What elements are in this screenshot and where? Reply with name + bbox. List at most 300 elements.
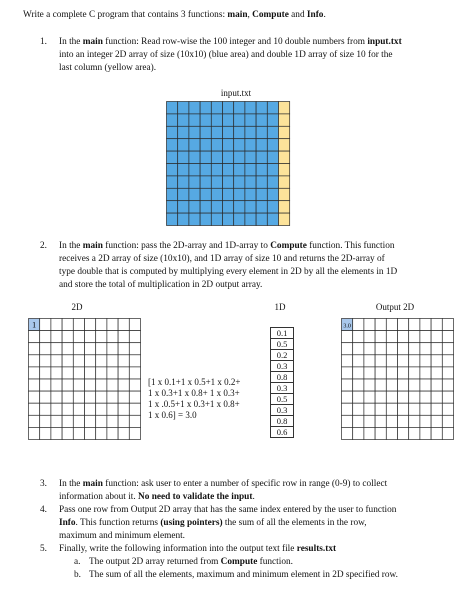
grid-2d-cell: [29, 427, 40, 439]
grid-output-2d-cell: [442, 331, 453, 343]
grid-output-2d-cell: [442, 391, 453, 403]
grid-2d-cell: [96, 355, 107, 367]
grid-output-2d-cell: [398, 367, 409, 379]
grid-2d: [28, 318, 142, 441]
label-output-2d: Output 2D: [375, 302, 415, 312]
input-grid-blue-cell: [211, 139, 222, 151]
grid-output-2d-cell: [398, 331, 409, 343]
grid-2d-cell: [118, 391, 129, 403]
formula-line-1: [1 x 0.1+1 x 0.5+1 x 0.2+: [148, 377, 241, 387]
input-grid-blue-cell: [189, 114, 200, 126]
grid-output-2d-cell: [364, 367, 375, 379]
grid-output-2d-cell: [431, 415, 442, 427]
input-grid-blue-cell: [234, 213, 245, 225]
input-grid-blue-cell: [256, 176, 267, 188]
grid-2d-cell: [73, 355, 84, 367]
grid-2d-cell: [129, 415, 140, 427]
grid-2d-cell: [29, 367, 40, 379]
grid-2d-cell: [107, 379, 118, 391]
grid-output-2d-cell: [442, 427, 453, 439]
grid-2d-cell: [85, 355, 96, 367]
grid-2d-cell: [118, 343, 129, 355]
input-grid-blue-cell: [211, 126, 222, 138]
input-grid-blue-cell: [167, 102, 178, 114]
grid-output-2d-cell: [442, 355, 453, 367]
grid-2d-cell: [107, 343, 118, 355]
grid-output-2d-cell: [375, 331, 386, 343]
grid-2d-cell: [118, 415, 129, 427]
grid-output-2d-cell: [342, 367, 353, 379]
item-1-line-3: last column (yellow area).: [59, 63, 157, 73]
input-grid-blue-cell: [223, 176, 234, 188]
grid-output-2d-cell: [386, 331, 397, 343]
input-grid-blue-cell: [256, 188, 267, 200]
input-grid-blue-cell: [200, 201, 211, 213]
input-grid-blue-cell: [245, 126, 256, 138]
grid-2d-cell: [40, 415, 51, 427]
grid-output-2d-svg: [341, 318, 455, 441]
grid-2d-cell: [107, 391, 118, 403]
input-grid-yellow-cell: [279, 164, 290, 176]
input-grid-blue-cell: [223, 126, 234, 138]
grid-output-2d-cell: [386, 355, 397, 367]
item-5-line-1: Finally, write the following information into the output text file results.txt: [59, 544, 337, 554]
input-grid-blue-cell: [189, 102, 200, 114]
grid-output-2d-cell: [375, 355, 386, 367]
input-grid-blue-cell: [234, 126, 245, 138]
input-grid-blue-cell: [256, 151, 267, 163]
item-5b-text: The sum of all the elements, maximum and minimum element in 2D specified row.: [89, 570, 398, 580]
item-4-number: 4.: [40, 505, 47, 515]
grid-output-2d-cell: [364, 391, 375, 403]
grid-output-2d-cell: [420, 379, 431, 391]
grid-output-2d-cell: [353, 427, 364, 439]
input-grid-blue-cell: [189, 176, 200, 188]
grid-output-2d-cell: [375, 427, 386, 439]
intro-text: Write a complete C program that contains 3 functions: main, Compute and Info.: [23, 10, 326, 20]
grid-output-2d-cell: [386, 367, 397, 379]
item-3-line-1: In the main function: ask user to enter a number of specific row in range (0-9) to collect: [59, 479, 388, 489]
grid-output-2d-cell: [442, 415, 453, 427]
input-grid-blue-cell: [189, 126, 200, 138]
input-grid-blue-cell: [178, 176, 189, 188]
grid-output-2d-cell: [398, 403, 409, 415]
grid-output-2d-cell: [431, 367, 442, 379]
grid-output-2d-cell: [342, 343, 353, 355]
grid-2d-cell: [62, 343, 73, 355]
grid-output-2d-cell: [409, 331, 420, 343]
grid-output-2d-cell: [442, 343, 453, 355]
input-grid-blue-cell: [223, 114, 234, 126]
grid-output-2d-cell: [431, 391, 442, 403]
input-grid-yellow-cell: [279, 176, 290, 188]
input-grid-blue-cell: [267, 176, 278, 188]
grid-2d-cell: [29, 355, 40, 367]
grid-output-2d-cell: [386, 343, 397, 355]
input-grid-blue-cell: [200, 139, 211, 151]
grid-output-2d-cell: [420, 415, 431, 427]
item-2-line-3: type double that is computed by multiplying every element in 2D by all the elements in 1D: [59, 267, 398, 277]
grid-2d-cell: [62, 415, 73, 427]
grid-output-2d-cell: [364, 427, 375, 439]
input-grid-caption: input.txt: [220, 88, 252, 98]
grid-output-2d-cell: [386, 379, 397, 391]
grid-2d-cell: [85, 427, 96, 439]
input-grid-yellow-cell: [279, 139, 290, 151]
grid-2d-cell: [51, 391, 62, 403]
grid-2d-cell: [96, 403, 107, 415]
grid-2d-cell: [96, 415, 107, 427]
input-grid-blue-cell: [178, 139, 189, 151]
input-grid-blue-cell: [234, 201, 245, 213]
grid-output-2d-cell: [420, 343, 431, 355]
grid-2d-cell: [40, 355, 51, 367]
grid-output-2d-cell: [353, 331, 364, 343]
input-grid-blue-cell: [256, 213, 267, 225]
item-4-line-3: maximum and minimum element.: [59, 531, 186, 541]
grid-2d-cell: [85, 331, 96, 343]
input-grid-blue-cell: [234, 139, 245, 151]
input-grid-yellow-cell: [279, 201, 290, 213]
grid-output-2d-cell: [364, 319, 375, 331]
grid-output-2d-cell: [420, 331, 431, 343]
grid-2d-cell: [118, 379, 129, 391]
input-grid-blue-cell: [178, 188, 189, 200]
grid-output-2d-cell: [420, 367, 431, 379]
grid-output-2d: [341, 318, 455, 441]
array-1d-cell: 0.8: [271, 372, 294, 383]
grid-2d-cell: [73, 343, 84, 355]
grid-output-2d-cell: [398, 415, 409, 427]
input-grid-blue-cell: [189, 188, 200, 200]
array-1d-cell: 0.3: [271, 383, 294, 394]
grid-2d-cell: [129, 319, 140, 331]
item-2-line-4: and store the total of multiplication in 2D output array.: [59, 280, 263, 290]
input-grid-blue-cell: [189, 164, 200, 176]
grid-output-2d-cell: [431, 331, 442, 343]
item-5a-text: The output 2D array returned from Compute function.: [89, 557, 293, 567]
input-grid-blue-cell: [167, 126, 178, 138]
grid-2d-cell: [51, 415, 62, 427]
grid-output-2d-cell: [353, 403, 364, 415]
input-grid-svg: [166, 101, 292, 227]
grid-output-2d-cell: [420, 391, 431, 403]
grid-output-2d-cell: [386, 427, 397, 439]
input-grid-blue-cell: [200, 114, 211, 126]
grid-output-2d-cell: [409, 319, 420, 331]
grid-output-2d-cell: [364, 403, 375, 415]
grid-output-2d-cell: [342, 415, 353, 427]
input-grid-blue-cell: [178, 213, 189, 225]
input-grid-blue-cell: [178, 102, 189, 114]
input-grid-blue-cell: [256, 114, 267, 126]
input-grid-blue-cell: [245, 151, 256, 163]
input-grid-yellow-cell: [279, 151, 290, 163]
input-grid-blue-cell: [234, 176, 245, 188]
grid-2d-cell: [40, 367, 51, 379]
input-grid-blue-cell: [234, 151, 245, 163]
grid-output-2d-cell: [375, 403, 386, 415]
input-grid-blue-cell: [178, 126, 189, 138]
grid-output-2d-cell: [442, 367, 453, 379]
grid-2d-cell: [40, 403, 51, 415]
grid-2d-cell: [118, 331, 129, 343]
grid-output-2d-cell: [364, 355, 375, 367]
grid-2d-cell: [40, 427, 51, 439]
input-grid-blue-cell: [211, 164, 222, 176]
item-5-number: 5.: [40, 544, 47, 554]
grid-2d-cell: [62, 379, 73, 391]
item-3-number: 3.: [40, 479, 47, 489]
grid-output-2d-cell: [353, 379, 364, 391]
input-grid-blue-cell: [245, 176, 256, 188]
grid-2d-cell: [107, 403, 118, 415]
grid-output-2d-cell: [342, 331, 353, 343]
grid-2d-cell: [62, 403, 73, 415]
grid-2d-cell: [73, 403, 84, 415]
item-1-line-1: In the main function: Read row-wise the 100 integer and 10 double numbers from input.txt: [59, 37, 402, 47]
input-grid-yellow-cell: [279, 102, 290, 114]
input-grid-blue-cell: [167, 213, 178, 225]
grid-output-2d-cell: [342, 379, 353, 391]
formula-line-2: 1 x 0.3+1 x 0.8+ 1 x 0.3+: [148, 388, 240, 398]
grid-output-2d-cell: [420, 403, 431, 415]
item-4-line-2: Info. This function returns (using pointers) the sum of all the elements in the row,: [59, 518, 367, 528]
grid-2d-cell: [107, 331, 118, 343]
grid-output-2d-cell: [420, 319, 431, 331]
grid-output-2d-cell: [375, 319, 386, 331]
grid-2d-cell: [62, 331, 73, 343]
input-grid-blue-cell: [189, 213, 200, 225]
item-3-line-2: information about it. No need to validate the input.: [59, 492, 255, 502]
grid-2d-cell: [129, 379, 140, 391]
grid-2d-cell: [29, 403, 40, 415]
grid-2d-cell: [96, 343, 107, 355]
input-grid-blue-cell: [234, 164, 245, 176]
grid-output-2d-cell: [364, 415, 375, 427]
formula-text: [148, 377, 240, 421]
grid-2d-cell: [62, 391, 73, 403]
grid-2d-cell: [51, 367, 62, 379]
input-grid-blue-cell: [200, 213, 211, 225]
grid-output-2d-cell: [398, 391, 409, 403]
grid-output-2d-cell: [375, 379, 386, 391]
grid-2d-cell: [73, 427, 84, 439]
grid-output-2d-cell: [420, 355, 431, 367]
grid-2d-cell: [51, 343, 62, 355]
grid-output-2d-cell: [409, 379, 420, 391]
grid-output-2d-cell: [342, 355, 353, 367]
formula-line-4: 1 x 0.6] = 3.0: [148, 410, 197, 420]
input-grid-blue-cell: [223, 164, 234, 176]
input-grid-blue-cell: [267, 126, 278, 138]
grid-2d-cell: [62, 355, 73, 367]
item-5a-letter: a.: [74, 557, 81, 567]
grid-output-2d-cell: [420, 427, 431, 439]
array-1d-cell: 0.2: [271, 350, 294, 361]
input-grid-yellow-cell: [279, 188, 290, 200]
grid-output-2d-cell: [375, 391, 386, 403]
item-2-number: 2.: [40, 241, 47, 251]
input-grid-blue-cell: [211, 213, 222, 225]
grid-2d-cell: [118, 319, 129, 331]
input-grid-blue-cell: [267, 201, 278, 213]
grid-output-2d-cell: [353, 343, 364, 355]
input-grid-blue-cell: [189, 151, 200, 163]
grid-output-2d-first-value: 3.0: [343, 323, 351, 330]
input-grid-blue-cell: [256, 126, 267, 138]
input-grid-blue-cell: [178, 164, 189, 176]
grid-2d-cell: [51, 403, 62, 415]
array-1d-cell: 0.5: [271, 394, 294, 405]
input-grid-blue-cell: [245, 102, 256, 114]
grid-2d-cell: [51, 319, 62, 331]
array-1d-cell: 0.6: [271, 427, 294, 438]
input-grid-blue-cell: [211, 102, 222, 114]
input-grid-yellow-cell: [279, 114, 290, 126]
input-grid-blue-cell: [245, 188, 256, 200]
grid-output-2d-cell: [431, 427, 442, 439]
grid-2d-cell: [107, 319, 118, 331]
grid-output-2d-cell: [375, 367, 386, 379]
input-grid-blue-cell: [267, 164, 278, 176]
input-grid-blue-cell: [223, 151, 234, 163]
grid-output-2d-cell: [409, 415, 420, 427]
array-1d-cell: 0.1: [271, 328, 294, 339]
grid-2d-cell: [51, 355, 62, 367]
input-grid-blue-cell: [245, 213, 256, 225]
array-1d-cell: 0.3: [271, 405, 294, 416]
grid-output-2d-cell: [386, 391, 397, 403]
input-grid-blue-cell: [167, 164, 178, 176]
input-grid-blue-cell: [234, 114, 245, 126]
grid-2d-cell: [40, 319, 51, 331]
grid-2d-svg: [28, 318, 142, 441]
grid-output-2d-cell: [353, 367, 364, 379]
input-grid-blue-cell: [245, 139, 256, 151]
input-grid-blue-cell: [211, 176, 222, 188]
item-2-line-2: receives a 2D array of size (10x10), and 1D array of size 10 and returns the 2D-array of: [59, 254, 385, 264]
grid-2d-cell: [73, 415, 84, 427]
grid-2d-cell: [73, 379, 84, 391]
grid-2d-cell: [40, 379, 51, 391]
grid-2d-cell: [96, 319, 107, 331]
grid-2d-cell: [29, 343, 40, 355]
grid-output-2d-cell: [386, 415, 397, 427]
array-1d: [270, 327, 294, 438]
grid-2d-cell: [51, 379, 62, 391]
grid-2d-cell: [129, 355, 140, 367]
grid-2d-first-value: 1: [32, 320, 37, 330]
grid-output-2d-cell: [409, 367, 420, 379]
grid-2d-cell: [85, 367, 96, 379]
array-1d-cell: 0.5: [271, 339, 294, 350]
array-1d-cell: 0.3: [271, 361, 294, 372]
grid-2d-cell: [29, 415, 40, 427]
grid-output-2d-cell: [398, 427, 409, 439]
grid-output-2d-cell: [442, 379, 453, 391]
grid-2d-cell: [29, 391, 40, 403]
input-grid-yellow-cell: [279, 213, 290, 225]
label-1d: 1D: [274, 302, 286, 312]
grid-2d-cell: [129, 427, 140, 439]
grid-2d-cell: [85, 415, 96, 427]
grid-2d-cell: [107, 355, 118, 367]
grid-2d-cell: [85, 379, 96, 391]
grid-2d-cell: [29, 331, 40, 343]
input-grid-blue-cell: [223, 102, 234, 114]
input-grid-blue-cell: [211, 188, 222, 200]
grid-2d-cell: [96, 391, 107, 403]
input-grid-blue-cell: [200, 102, 211, 114]
item-2-line-1: In the main function: pass the 2D-array and 1D-array to Compute function. This function: [59, 241, 395, 251]
input-grid-blue-cell: [178, 151, 189, 163]
input-grid-blue-cell: [167, 139, 178, 151]
grid-output-2d-cell: [364, 331, 375, 343]
input-grid-blue-cell: [189, 139, 200, 151]
grid-2d-cell: [118, 367, 129, 379]
input-grid-blue-cell: [200, 151, 211, 163]
input-grid-blue-cell: [223, 139, 234, 151]
input-grid: [166, 101, 292, 227]
input-grid-blue-cell: [200, 188, 211, 200]
grid-output-2d-cell: [409, 355, 420, 367]
input-grid-blue-cell: [167, 151, 178, 163]
input-grid-blue-cell: [256, 102, 267, 114]
item-5b-letter: b.: [74, 570, 81, 580]
input-grid-blue-cell: [267, 213, 278, 225]
grid-2d-cell: [107, 415, 118, 427]
grid-2d-cell: [40, 331, 51, 343]
input-grid-blue-cell: [189, 201, 200, 213]
input-grid-blue-cell: [256, 201, 267, 213]
grid-output-2d-cell: [409, 391, 420, 403]
grid-output-2d-cell: [342, 427, 353, 439]
grid-output-2d-cell: [442, 403, 453, 415]
input-grid-blue-cell: [267, 151, 278, 163]
grid-2d-cell: [73, 391, 84, 403]
input-grid-blue-cell: [211, 201, 222, 213]
item-1-number: 1.: [40, 37, 47, 47]
grid-output-2d-cell: [342, 403, 353, 415]
grid-2d-cell: [107, 367, 118, 379]
grid-output-2d-cell: [353, 391, 364, 403]
input-grid-blue-cell: [178, 114, 189, 126]
input-grid-blue-cell: [223, 188, 234, 200]
grid-output-2d-cell: [398, 379, 409, 391]
grid-2d-cell: [73, 331, 84, 343]
input-grid-blue-cell: [200, 176, 211, 188]
input-grid-blue-cell: [178, 201, 189, 213]
grid-2d-cell: [62, 427, 73, 439]
input-grid-blue-cell: [256, 164, 267, 176]
input-grid-blue-cell: [167, 201, 178, 213]
grid-2d-cell: [40, 391, 51, 403]
grid-2d-cell: [129, 367, 140, 379]
grid-output-2d-cell: [342, 391, 353, 403]
grid-output-2d-cell: [431, 379, 442, 391]
grid-output-2d-cell: [431, 355, 442, 367]
grid-2d-cell: [85, 391, 96, 403]
input-grid-blue-cell: [267, 114, 278, 126]
formula-line-3: 1 x .0.5+1 x 0.3+1 x 0.8+: [148, 399, 240, 409]
input-grid-blue-cell: [245, 114, 256, 126]
grid-2d-cell: [96, 379, 107, 391]
input-grid-blue-cell: [200, 164, 211, 176]
item-4-line-1: Pass one row from Output 2D array that has the same index entered by the user to function: [59, 505, 397, 515]
grid-2d-cell: [118, 355, 129, 367]
input-grid-yellow-cell: [279, 126, 290, 138]
